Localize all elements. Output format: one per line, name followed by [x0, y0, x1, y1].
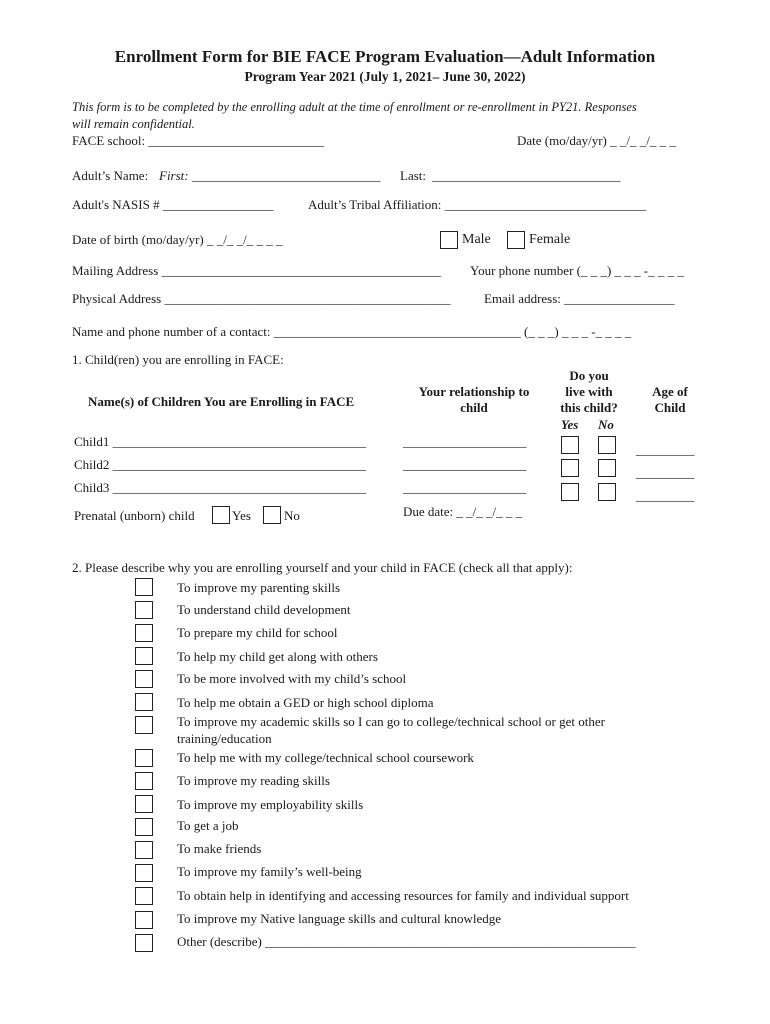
contact-field[interactable]: Name and phone number of a contact: ______________________________________ (_ _ _) _ _ _ -_ _ _ _ [72, 324, 632, 339]
first-name-field[interactable]: _____________________________ [192, 168, 381, 183]
child-1-no-checkbox[interactable] [598, 436, 616, 454]
dob-field[interactable]: Date of birth (mo/day/yr) _ _/_ _/_ _ _ _ [72, 232, 283, 247]
col-header-relationship-1: Your relationship to [418, 384, 530, 399]
child-2-name-field[interactable]: Child2 _______________________________________ [74, 457, 367, 472]
reason-10-checkbox[interactable] [135, 795, 153, 813]
reason-7-checkbox[interactable] [135, 716, 153, 734]
child-1-relationship-field[interactable]: ___________________ [403, 434, 527, 449]
col-header-live-1: Do you [569, 368, 609, 383]
reason-13-checkbox[interactable] [135, 864, 153, 882]
male-label: Male [462, 232, 491, 247]
reason-14-checkbox[interactable] [135, 887, 153, 905]
reason-4-label: To help my child get along with others [177, 649, 378, 664]
child-1-yes-checkbox[interactable] [561, 436, 579, 454]
last-name-label: Last: [400, 168, 426, 183]
child-3-relationship-field[interactable]: ___________________ [403, 480, 527, 495]
col-header-age-2: Child [654, 400, 686, 415]
reason-10-label: To improve my employability skills [177, 797, 364, 812]
child-2-yes-checkbox[interactable] [561, 459, 579, 477]
col-header-live-2: live with [565, 384, 613, 399]
reason-6-checkbox[interactable] [135, 693, 153, 711]
reason-11-checkbox[interactable] [135, 818, 153, 836]
child-2-relationship-field[interactable]: ___________________ [403, 457, 527, 472]
child-1-name-field[interactable]: Child1 _______________________________________ [74, 434, 367, 449]
section-2-heading: 2. Please describe why you are enrolling yourself and your child in FACE (check all that apply): [72, 560, 573, 575]
first-name-label: First: [159, 168, 189, 183]
child-3-name-field[interactable]: Child3 _______________________________________ [74, 480, 367, 495]
last-name-field[interactable]: _____________________________ [432, 168, 621, 183]
mailing-address-field[interactable]: Mailing Address ___________________________________________ [72, 263, 442, 278]
male-checkbox[interactable] [440, 231, 458, 249]
reason-12-label: To make friends [177, 841, 262, 856]
email-field[interactable]: Email address: _________________ [484, 291, 675, 306]
reason-5-checkbox[interactable] [135, 670, 153, 688]
reason-15-label: To improve my Native language skills and cultural knowledge [177, 911, 502, 926]
physical-address-field[interactable]: Physical Address ____________________________________________ [72, 291, 451, 306]
reason-9-checkbox[interactable] [135, 772, 153, 790]
reason-6-label: To help me obtain a GED or high school diploma [177, 695, 434, 710]
reason-12-checkbox[interactable] [135, 841, 153, 859]
reason-14-label: To obtain help in identifying and accessing resources for family and individual support [177, 888, 629, 903]
child-2-age-field[interactable]: _________ [636, 465, 695, 480]
reason-3-checkbox[interactable] [135, 624, 153, 642]
due-date-field[interactable]: Due date: _ _/_ _/_ _ _ [403, 504, 523, 519]
prenatal-no-checkbox[interactable] [263, 506, 281, 524]
instructions-line-1: This form is to be completed by the enrolling adult at the time of enrollment or re-enrollment in PY21. Responses [72, 100, 637, 114]
col-header-names: Name(s) of Children You are Enrolling in FACE [88, 394, 355, 409]
reason-9-label: To improve my reading skills [177, 773, 330, 788]
reason-3-label: To prepare my child for school [177, 625, 338, 640]
col-header-age-1: Age of [652, 384, 688, 399]
reason-16-checkbox[interactable] [135, 934, 153, 952]
reason-11-label: To get a job [177, 818, 239, 833]
tribal-affiliation-field[interactable]: Adult’s Tribal Affiliation: _______________________________ [308, 197, 647, 212]
female-checkbox[interactable] [507, 231, 525, 249]
reason-8-checkbox[interactable] [135, 749, 153, 767]
reason-7-label-line-1: To improve my academic skills so I can go to college/technical school or get other [177, 714, 605, 729]
form-subtitle: Program Year 2021 (July 1, 2021– June 30, 2022) [244, 69, 526, 84]
form-title: Enrollment Form for BIE FACE Program Evaluation—Adult Information [114, 47, 656, 66]
col-header-no: No [598, 417, 614, 432]
instructions-line-2: will remain confidential. [72, 117, 195, 131]
nasis-field[interactable]: Adult's NASIS # _________________ [72, 197, 274, 212]
child-2-no-checkbox[interactable] [598, 459, 616, 477]
child-3-no-checkbox[interactable] [598, 483, 616, 501]
reason-4-checkbox[interactable] [135, 647, 153, 665]
female-label: Female [529, 232, 571, 247]
prenatal-no-label: No [284, 508, 300, 523]
reason-5-label: To be more involved with my child’s school [177, 671, 407, 686]
reason-2-checkbox[interactable] [135, 601, 153, 619]
col-header-yes: Yes [561, 417, 579, 432]
col-header-relationship-2: child [460, 400, 488, 415]
reason-1-label: To improve my parenting skills [177, 580, 341, 595]
child-3-age-field[interactable]: _________ [636, 488, 695, 503]
section-1-heading: 1. Child(ren) you are enrolling in FACE: [72, 352, 284, 367]
reason-13-label: To improve my family’s well-being [177, 864, 362, 879]
reason-7-label-line-2: training/education [177, 731, 272, 746]
reason-16-other-field[interactable]: Other (describe) _________________________________________________________ [177, 934, 636, 949]
col-header-live-3: this child? [560, 400, 618, 415]
face-school-field[interactable]: FACE school: ___________________________ [72, 133, 324, 148]
phone-field[interactable]: Your phone number (_ _ _) _ _ _ -_ _ _ _ [470, 263, 684, 278]
reason-1-checkbox[interactable] [135, 578, 153, 596]
child-3-yes-checkbox[interactable] [561, 483, 579, 501]
adult-name-label: Adult’s Name: [72, 168, 149, 183]
child-1-age-field[interactable]: _________ [636, 442, 695, 457]
prenatal-yes-label: Yes [232, 508, 251, 523]
reason-2-label: To understand child development [177, 602, 351, 617]
prenatal-label: Prenatal (unborn) child [74, 508, 195, 523]
prenatal-yes-checkbox[interactable] [212, 506, 230, 524]
reason-15-checkbox[interactable] [135, 911, 153, 929]
date-field[interactable]: Date (mo/day/yr) _ _/_ _/_ _ _ [517, 133, 676, 148]
reason-8-label: To help me with my college/technical school coursework [177, 750, 474, 765]
